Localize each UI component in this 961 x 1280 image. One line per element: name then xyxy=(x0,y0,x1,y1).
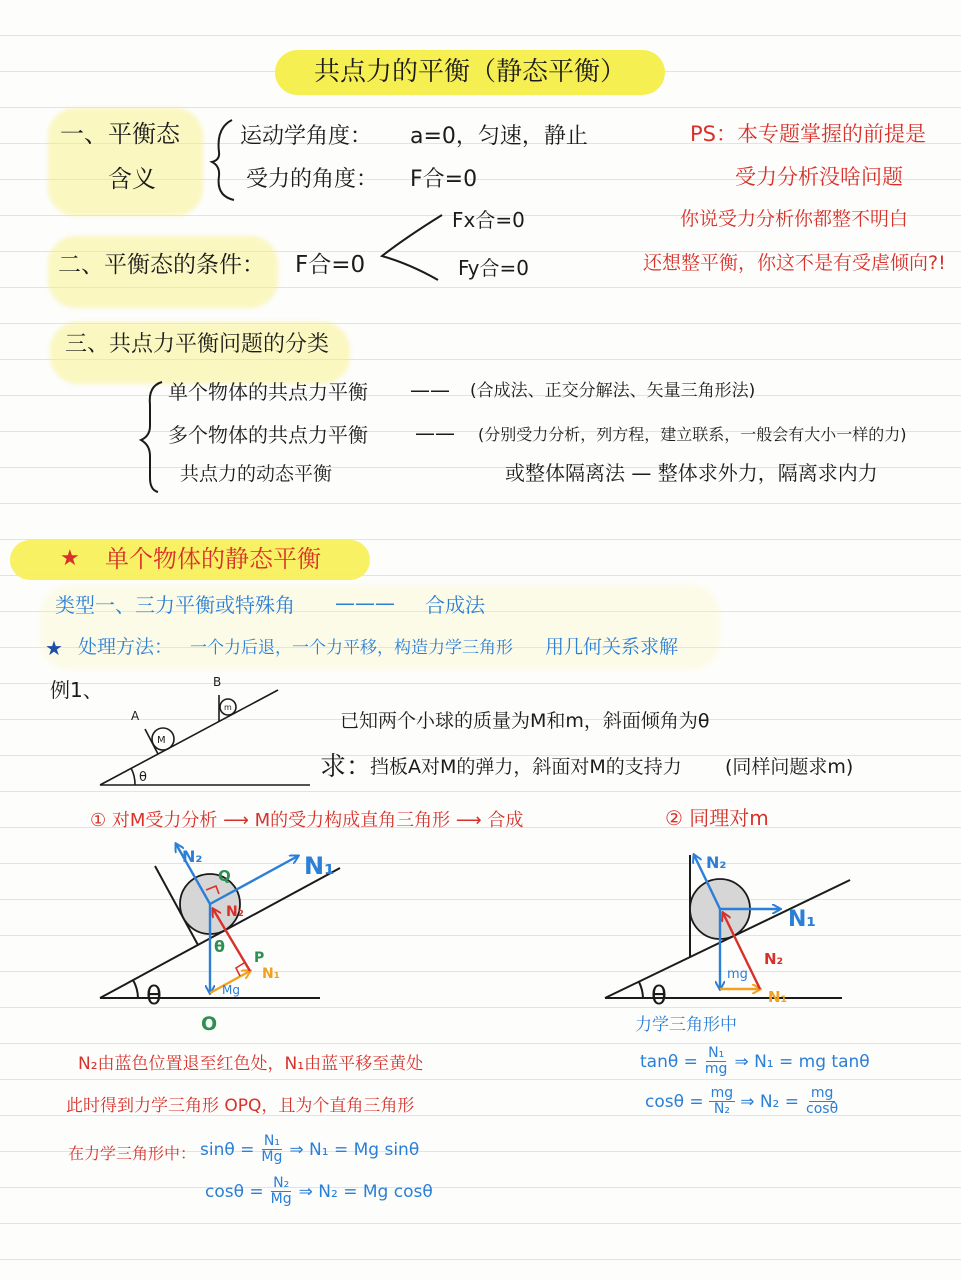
big-mg-label: Mg xyxy=(222,983,240,997)
tan-lhs: tanθ = xyxy=(640,1051,698,1072)
small-cos-result-denominator: cosθ xyxy=(806,1101,839,1118)
barrier-b-label: B xyxy=(213,675,222,689)
category-item-dash: —— xyxy=(415,421,455,445)
category-item-dash: —— xyxy=(410,378,450,402)
ps-note-line: 受力分析没啥问题 xyxy=(735,165,903,189)
small-angle-label: θ xyxy=(651,981,667,1011)
condition-fy: Fy合=0 xyxy=(458,256,529,280)
section3-brace xyxy=(141,382,162,492)
sin-lhs: sinθ = xyxy=(200,1139,255,1160)
big-n1-moved-label: N₁ xyxy=(262,966,280,982)
example-angle-label: θ xyxy=(139,770,147,785)
section3-heading: 三、共点力平衡问题的分类 xyxy=(65,332,330,357)
ps-note-line: 还想整平衡，你这不是有受虐倾向?! xyxy=(643,252,946,274)
small-cos-result-fraction xyxy=(804,1086,840,1118)
example-angle-arc xyxy=(131,768,135,785)
category-item-name: 多个物体的共点力平衡 xyxy=(168,423,368,447)
small-cos-lhs: cosθ = xyxy=(645,1091,704,1112)
category-item-name: 共点力的动态平衡 xyxy=(180,463,333,485)
type1-label: 类型一、三力平衡或特殊角 xyxy=(55,593,295,617)
big-n2-moved-label: N₂ xyxy=(226,904,244,920)
big-p-label: P xyxy=(254,950,265,966)
big-angle-label: θ xyxy=(146,981,162,1011)
explanation-line: 此时得到力学三角形 OPQ，且为个直角三角形 xyxy=(66,1096,415,1116)
small-cos-denominator: N₂ xyxy=(713,1101,730,1118)
ball-big-label: M xyxy=(157,735,166,746)
example-ask: 挡板A对M的弹力，斜面对M的支持力 xyxy=(370,756,682,778)
ps-note-line: PS：本专题掌握的前提是 xyxy=(690,122,926,146)
big-cos-denominator: Mg xyxy=(270,1191,292,1208)
tan-formula xyxy=(640,1046,870,1078)
whole-isolation-method: 或整体隔离法 — 整体求外力，隔离求内力 xyxy=(505,461,878,485)
tan-fraction xyxy=(703,1046,730,1078)
type1-dash: ——— xyxy=(335,591,395,615)
tan-denominator: mg xyxy=(704,1061,728,1078)
small-n1-label: N₁ xyxy=(788,907,817,932)
big-inner-angle-label: θ xyxy=(214,937,225,956)
explanation-line: N₂由蓝色位置退至红色处，N₁由蓝平移至黄处 xyxy=(78,1054,424,1074)
type1-method: 合成法 xyxy=(425,593,485,617)
category-item-name: 单个物体的共点力平衡 xyxy=(168,380,368,404)
method-solve: 用几何关系求解 xyxy=(545,636,679,658)
barrier-a-label: A xyxy=(131,709,140,723)
force-value: F合=0 xyxy=(410,167,478,192)
example-incline xyxy=(100,690,278,785)
small-n2-moved-label: N₂ xyxy=(764,950,784,968)
sin-denominator: Mg xyxy=(261,1149,283,1166)
section2-branch xyxy=(382,215,442,280)
section1-heading-line1: 一、平衡态 xyxy=(60,120,180,148)
small-cos-rhs-prefix: ⇒ N₂ = xyxy=(740,1091,800,1112)
sin-rhs: ⇒ N₁ = Mg sinθ xyxy=(289,1139,420,1160)
star-icon: ★ xyxy=(60,546,80,571)
equilibrium-condition: F合=0 xyxy=(295,252,366,278)
example-figure xyxy=(100,690,310,785)
ps-note-line: 你说受力分析你都整不明白 xyxy=(680,208,909,230)
static-heading: 单个物体的静态平衡 xyxy=(105,545,321,573)
tan-rhs: ⇒ N₁ = mg tanθ xyxy=(734,1051,870,1072)
force-label: 受力的角度： xyxy=(246,167,379,192)
small-n1-moved-label: N₁ xyxy=(768,988,788,1006)
big-q-label: Q xyxy=(218,867,231,885)
small-mg-label: mg xyxy=(727,967,748,982)
section1-brace xyxy=(212,120,234,200)
small-cos-numerator: mg xyxy=(710,1085,734,1101)
sin-formula xyxy=(200,1134,419,1166)
method-label: 处理方法： xyxy=(78,636,174,658)
kinematics-value: a=0，匀速，静止 xyxy=(410,124,588,149)
big-n1-label: N₁ xyxy=(304,852,335,880)
small-triangle-intro: 力学三角形中 xyxy=(635,1015,737,1035)
category-item-note: (分别受力分析，列方程，建立联系，一般会有大小一样的力) xyxy=(478,425,907,444)
big-cos-numerator: N₂ xyxy=(273,1175,290,1191)
kinematics-label: 运动学角度： xyxy=(240,124,373,149)
sin-fraction xyxy=(259,1134,284,1166)
section2-heading: 二、平衡态的条件： xyxy=(58,252,265,278)
big-n2-label: N₂ xyxy=(182,847,203,866)
method-steps: 一个力后退，一个力平移，构造力学三角形 xyxy=(190,638,513,658)
big-cos-lhs: cosθ = xyxy=(205,1181,264,1202)
big-cos-formula xyxy=(205,1176,433,1208)
big-triangle-intro: 在力学三角形中： xyxy=(68,1144,197,1163)
example-label: 例1、 xyxy=(50,678,103,702)
small-cos-formula xyxy=(645,1086,840,1118)
star-icon: ★ xyxy=(45,636,63,660)
tan-numerator: N₁ xyxy=(708,1045,725,1061)
ball-small-label: m xyxy=(224,703,232,712)
step1-heading: ① 对M受力分析 ⟶ M的受力构成直角三角形 ⟶ 合成 xyxy=(90,810,524,831)
condition-fx: Fx合=0 xyxy=(452,208,525,232)
section1-heading-line2: 含义 xyxy=(108,165,156,193)
small-angle-arc xyxy=(639,982,643,998)
category-item-note: (合成法、正交分解法、矢量三角形法) xyxy=(470,381,756,401)
page-title: 共点力的平衡（静态平衡） xyxy=(313,57,626,87)
small-n2-label: N₂ xyxy=(706,853,727,872)
sin-numerator: N₁ xyxy=(263,1133,280,1149)
example-ask-prefix: 求： xyxy=(320,752,373,782)
small-cos-result-numerator: mg xyxy=(810,1085,834,1101)
step2-heading: ② 同理对m xyxy=(665,806,769,830)
example-given: 已知两个小球的质量为M和m，斜面倾角为θ xyxy=(340,710,710,732)
big-o-label: O xyxy=(201,1013,218,1035)
small-cos-fraction xyxy=(709,1086,736,1118)
big-cos-fraction xyxy=(269,1176,294,1208)
example-ask-note: (同样问题求m) xyxy=(725,756,854,778)
big-angle-arc xyxy=(133,980,138,998)
big-cos-rhs: ⇒ N₂ = Mg cosθ xyxy=(298,1181,433,1202)
